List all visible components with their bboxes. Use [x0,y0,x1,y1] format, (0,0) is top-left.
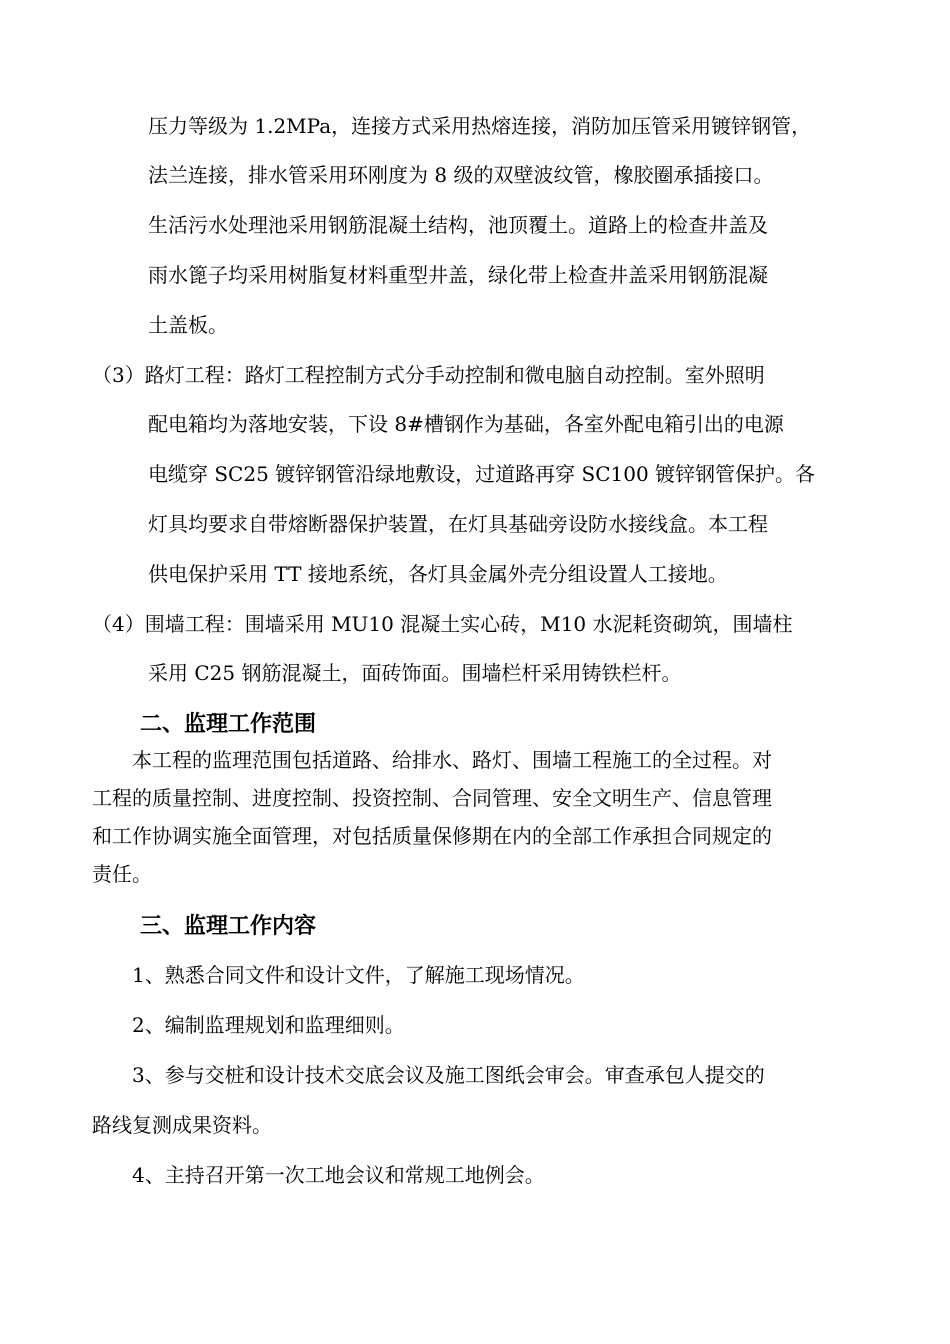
list-item: 4、主持召开第一次工地会议和常规工地例会。 [132,1163,545,1187]
section-heading-scope: 二、监理工作范围 [140,711,317,737]
text-line: 配电箱均为落地安装，下设 8#槽钢作为基础，各室外配电箱引出的电源 [148,412,784,436]
text-line: 生活污水处理池采用钢筋混凝土结构，池顶覆土。道路上的检查井盖及 [148,213,768,237]
text-line: 法兰连接，排水管采用环刚度为 8 级的双壁波纹管，橡胶圈承插接口。 [148,163,774,187]
text-line: 灯具均要求自带熔断器保护装置，在灯具基础旁设防水接线盒。本工程 [148,512,768,536]
text-line: 电缆穿 SC25 镀锌钢管沿绿地敷设，过道路再穿 SC100 镀锌钢管保护。各 [148,462,816,486]
list-item-3-line: （3）路灯工程：路灯工程控制方式分手动控制和微电脑自动控制。室外照明 [92,363,765,387]
text-line: 压力等级为 1.2MPa，连接方式采用热熔连接，消防加压管采用镀锌钢管， [148,114,812,138]
paragraph-line: 和工作协调实施全面管理，对包括质量保修期在内的全部工作承担合同规定的 [92,824,772,848]
text-line: 雨水篦子均采用树脂复材料重型井盖，绿化带上检查井盖采用钢筋混凝 [148,263,768,287]
text-line: 土盖板。 [148,313,228,337]
list-item: 3、参与交桩和设计技术交底会议及施工图纸会审会。审查承包人提交的 [132,1063,765,1087]
paragraph-line: 本工程的监理范围包括道路、给排水、路灯、围墙工程施工的全过程。对 [132,748,772,772]
paragraph-line: 工程的质量控制、进度控制、投资控制、合同管理、安全文明生产、信息管理 [92,786,772,810]
section-heading-content: 三、监理工作内容 [140,913,317,939]
text-line: 采用 C25 钢筋混凝土，面砖饰面。围墙栏杆采用铸铁栏杆。 [148,661,682,685]
text-line: 供电保护采用 TT 接地系统，各灯具金属外壳分组设置人工接地。 [148,562,728,586]
paragraph-line: 责任。 [92,862,152,886]
list-item: 1、熟悉合同文件和设计文件，了解施工现场情况。 [132,963,585,987]
list-item-4-line: （4）围墙工程：围墙采用 MU10 混凝土实心砖，M10 水泥耗资砌筑，围墙柱 [92,612,793,636]
list-item-continuation: 路线复测成果资料。 [92,1113,272,1137]
list-item: 2、编制监理规划和监理细则。 [132,1013,405,1037]
